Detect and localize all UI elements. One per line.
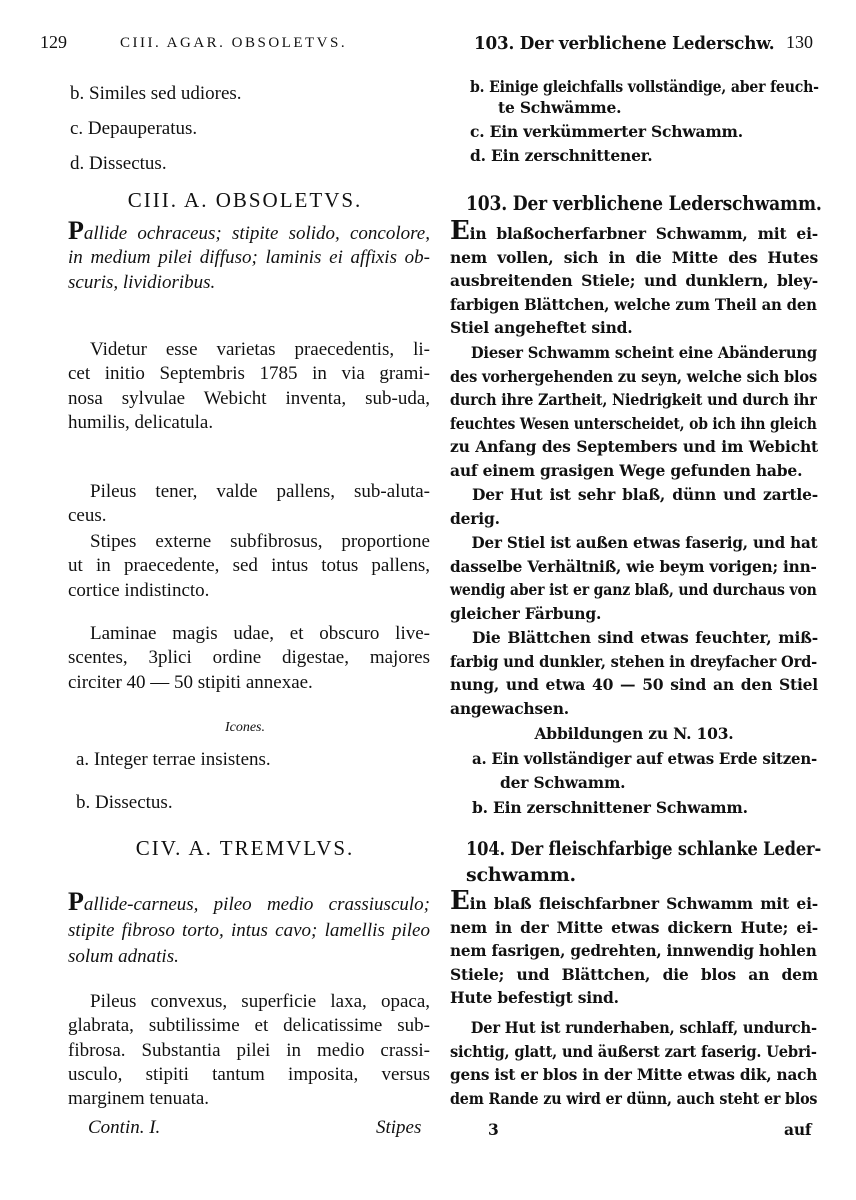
text-line: Laminae magis udae, et obscuro live- [90, 623, 430, 644]
paragraph-blaettchen [450, 626, 818, 720]
text-line: ausbreitenden Stiele; und dunklern, bley- [450, 271, 818, 290]
text-line: scuris, lividioribus. [68, 271, 216, 293]
abbildungen-prev-cd [470, 120, 820, 167]
text-line: b. Einige gleichfalls vollständige, aber feuch- [470, 77, 819, 96]
icones-103-a [76, 748, 430, 772]
text-line: des vorhergehenden zu seyn, welche sich blos [450, 366, 817, 386]
section-heading-104-latin: CIV. A. TREMVLVS. [135, 836, 355, 860]
text-line: b. Dissectus. [76, 792, 173, 813]
diagnosis-103-latin [68, 216, 430, 295]
paragraph-videtur [68, 338, 430, 435]
text-line: nem in der Mitte etwas dickern Hute; ei- [450, 917, 818, 937]
text-line: fibrosa. Substantia pilei in medio crassi- [68, 1039, 430, 1061]
text-line: Die Blättchen sind etwas feuchter, miß- [472, 628, 818, 647]
text-line: b. Ein zerschnittener Schwamm. [472, 798, 748, 817]
page-number-right: 130 [786, 32, 813, 52]
text-line: dasselbe Verhältniß, wie beym vorigen; inn- [450, 556, 817, 576]
text-line: cet initio Septembris 1785 in via grami- [68, 363, 430, 385]
text-line: Hute befestigt sind. [450, 988, 619, 1007]
signature-right: 3 [488, 1120, 499, 1139]
text-line: b. Similes sed udiores. [70, 83, 242, 104]
text-line: stipite fibroso torto, intus cavo; lamellis pileo [68, 920, 430, 941]
text-line: der Schwamm. [500, 772, 626, 792]
signature-left: Contin. I. [88, 1117, 161, 1138]
text-line: c. Depauperatus. [70, 118, 198, 139]
text-line: Dieser Schwamm scheint eine Abänderung [470, 343, 817, 362]
text-line: d. Dissectus. [70, 153, 167, 174]
text-line: scentes, 3plici ordine digestae, majores [68, 647, 430, 669]
text-line: farbigen Blättchen, welche zum Theil an den [450, 294, 817, 314]
text-line: gens ist er blos in der Mitte etwas dik, nach [450, 1065, 818, 1084]
text-line: derig. [450, 508, 500, 528]
text-line: Der Hut ist runderhaben, schlaff, undurch- [470, 1018, 817, 1037]
icones-label: Icones. [224, 720, 266, 735]
running-head-left: CIII. AGAR. OBSOLETVS. [120, 35, 348, 51]
section-heading-103-german: 103. Der verblichene Lederschwamm. [466, 191, 822, 215]
text-line: solum adnatis. [68, 946, 179, 967]
text-line: cortice indistincto. [68, 579, 210, 601]
text-line: circiter 40 — 50 stipiti annexae. [68, 671, 313, 693]
text-line: sichtig, glatt, und äußerst zart faserig. Uebri- [450, 1041, 817, 1061]
text-line: ut in praecedente, sed intus totus pallens, [68, 555, 430, 577]
paragraph-hut [450, 483, 818, 530]
paragraph-hut-104 [450, 1016, 818, 1110]
text-line: Ein blaß fleischfarbner Schwamm mit ei- [450, 886, 818, 916]
text-line: auf einem grasigen Wege gefunden habe. [450, 460, 803, 480]
text-line: Pallide ochraceus; stipite solido, concolore, [68, 216, 430, 245]
paragraph-stiel [450, 531, 818, 625]
section-heading-103-latin: CIII. A. OBSOLETVS. [127, 188, 363, 212]
text-line: nem fasrigen, gedrehten, innwendig hohlen [450, 941, 817, 960]
text-line: Ein blaßocherfarbner Schwamm, mit ei- [450, 216, 818, 246]
text-line: c. Ein verkümmerter Schwamm. [470, 122, 743, 141]
text-line: durch ihre Zartheit, Niedrigkeit und durch ihr [450, 390, 817, 409]
text-line: in medium pilei diffuso; laminis ei affixis ob- [68, 247, 430, 269]
text-line: Pileus tener, valde pallens, sub-aluta- [90, 481, 430, 502]
text-line: Der Stiel ist außen etwas faserig, und hat [471, 533, 818, 552]
paragraph-stipes [68, 530, 430, 603]
abbildungen-prev-b [470, 76, 820, 118]
icones-103-b [76, 791, 430, 815]
text-line: wendig aber ist er ganz blaß, und durchaus von [450, 580, 817, 599]
text-line: feuchtes Wesen unterscheidet, ob ich ihn gleich [450, 413, 817, 433]
text-line: Pallide-carneus, pileo medio crassiusculo; [68, 887, 430, 916]
text-line: usculo, stipiti tantum imposita, versus [68, 1063, 430, 1085]
paragraph-pileus-104 [68, 990, 430, 1111]
text-line: Videtur esse varietas praecedentis, li- [90, 339, 430, 360]
diagnosis-104-german [450, 886, 818, 1010]
abbildungen-103-b [472, 796, 818, 820]
text-line: marginem tenuata. [68, 1088, 210, 1110]
text-line: nem vollen, sich in die Mitte des Hutes [450, 247, 818, 267]
text-line: angewachsen. [450, 698, 569, 718]
text-line: nung, und etwa 40 — 50 sind an den Stiel [450, 675, 818, 694]
text-line: nosa sylvulae Webicht inventa, sub-uda, [68, 387, 430, 409]
text-line: Stiel angeheftet sind. [450, 318, 633, 337]
diagnosis-104-latin [68, 887, 430, 970]
icones-list-prev [70, 76, 430, 181]
text-line: a. Ein vollständiger auf etwas Erde sitzen- [472, 749, 818, 768]
catchword-left: Stipes [376, 1117, 422, 1138]
text-line: gleicher Färbung. [450, 603, 602, 623]
text-line: glabrata, subtilissime et delicatissime sub- [68, 1015, 430, 1037]
paragraph-dieser [450, 341, 818, 482]
text-line: humilis, delicatula. [68, 411, 214, 433]
text-line: d. Ein zerschnittener. [470, 145, 653, 165]
text-line: dem Rande zu wird er dünn, auch steht er blos [450, 1088, 818, 1108]
running-head-right: 103. Der verblichene Lederschw. [474, 33, 775, 54]
text-line: Stiele; und Blättchen, die blos an dem [450, 964, 818, 984]
text-line: Stipes externe subfibrosus, proportione [90, 531, 430, 552]
abbildungen-103-a [472, 747, 818, 794]
paragraph-laminae [68, 622, 430, 695]
abbildungen-label: Abbildungen zu N. 103. [534, 724, 734, 743]
text-line: farbig und dunkler, stehen in dreyfacher Ord- [450, 651, 818, 671]
text-line: a. Integer terrae insistens. [76, 749, 271, 770]
text-line: Pileus convexus, superficie laxa, opaca, [90, 991, 430, 1012]
text-line: ceus. [68, 505, 107, 527]
catchword-right: auf [784, 1120, 812, 1139]
section-heading-104-german [466, 836, 822, 888]
text-line: schwamm. [466, 864, 576, 886]
text-line: Der Hut ist sehr blaß, dünn und zartle- [472, 485, 818, 504]
page-number-left: 129 [40, 32, 67, 52]
text-line: te Schwämme. [498, 98, 622, 117]
text-line: 104. Der fleischfarbige schlanke Leder- [466, 838, 822, 860]
text-line: zu Anfang des Septembers und im Webicht [450, 437, 818, 456]
paragraph-pileus [68, 480, 430, 529]
diagnosis-103-german [450, 216, 818, 340]
